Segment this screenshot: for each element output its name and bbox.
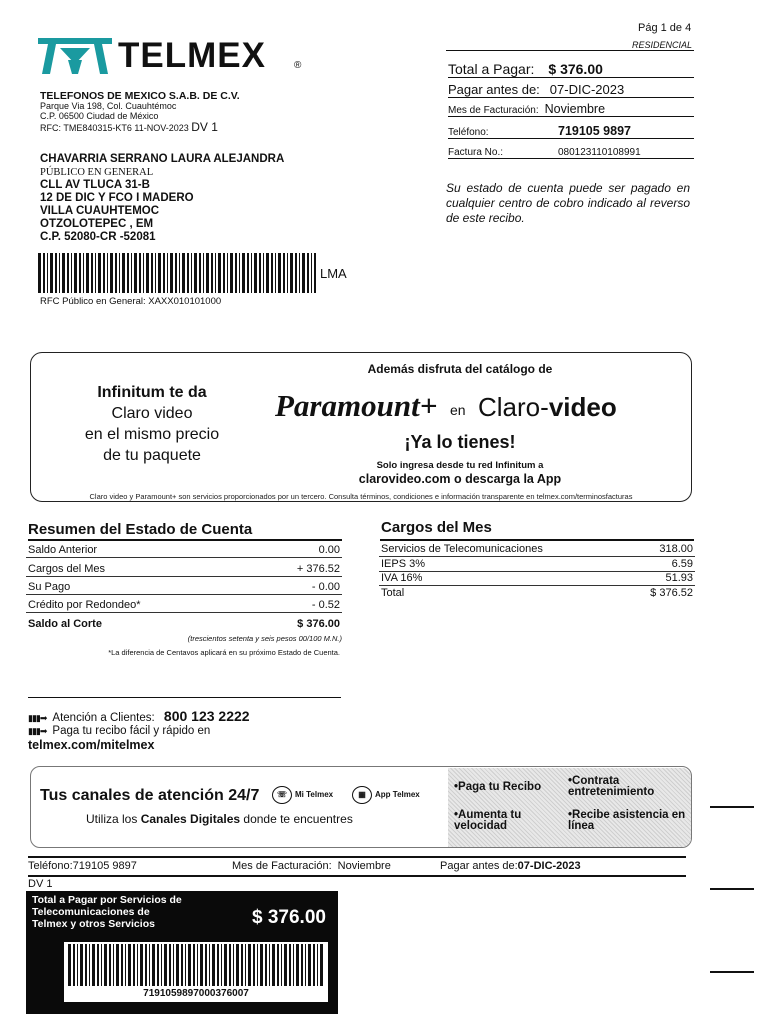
promo-catalog-text: Además disfruta del catálogo de xyxy=(367,362,553,376)
footer-month: Mes de Facturación: Noviembre xyxy=(232,860,391,872)
barcode-bar xyxy=(152,944,155,986)
rfc-publico: RFC Público en General: XAXX010101000 xyxy=(40,296,222,307)
barcode-bar xyxy=(260,944,263,986)
barcode-bar xyxy=(299,253,300,293)
promo-left-text: Infinitum te da Claro video en el mismo precio de tu paquete xyxy=(84,384,220,464)
barcode-bar xyxy=(293,944,294,986)
barcode-bar xyxy=(281,944,282,986)
barcode-bar xyxy=(301,944,303,986)
channels-subtitle: Utiliza los Canales Digitales donde te encuentres xyxy=(86,812,353,826)
barcode-bar xyxy=(158,253,161,293)
barcode-bar xyxy=(206,253,209,293)
barcode-bar xyxy=(265,944,267,986)
payment-note: Su estado de cuenta puede ser pagado en cualquier centro de cobro indicado al reverso de este recibo. xyxy=(446,181,690,225)
barcode-bar xyxy=(218,253,221,293)
barcode-bar xyxy=(194,253,197,293)
telmex-logo-icon xyxy=(38,38,112,74)
barcode-bar xyxy=(155,253,156,293)
barcode-bar xyxy=(125,944,126,986)
fold-mark xyxy=(710,888,754,890)
barcode-bar xyxy=(140,944,143,986)
barcode-bar xyxy=(199,253,201,293)
brand-name: TELMEX xyxy=(118,36,266,75)
barcode-bar xyxy=(296,944,299,986)
barcode-bar xyxy=(55,253,57,293)
barcode-bar xyxy=(131,253,132,293)
month-row: Mes de Facturación: Noviembre xyxy=(448,99,694,117)
barcode-bar xyxy=(127,253,129,293)
barcode-bar xyxy=(163,253,165,293)
barcode-bar xyxy=(212,944,215,986)
barcode-bar xyxy=(245,944,246,986)
barcode-bar xyxy=(313,944,315,986)
table-row: Cargos del Mes + 376.52 xyxy=(26,559,342,577)
barcode-bar xyxy=(119,253,120,293)
barcode-bar xyxy=(139,253,141,293)
invoice-row: Factura No.: 080123110108991 xyxy=(448,142,694,159)
barcode-bar xyxy=(314,253,316,293)
customer-type: PÚBLICO EN GENERAL xyxy=(40,167,154,178)
barcode-bar xyxy=(230,253,233,293)
divider xyxy=(28,875,686,877)
barcode-bar xyxy=(95,253,96,293)
barcode-bar xyxy=(143,253,144,293)
barcode-bar xyxy=(248,944,251,986)
barcode-bar xyxy=(289,944,291,986)
customer-address-line: 12 DE DIC Y FCO I MADERO xyxy=(40,192,194,204)
barcode-bar xyxy=(59,253,60,293)
company-rfc: RFC: TME840315-KT6 11-NOV-2023 xyxy=(40,123,189,133)
payment-box-label: Total a Pagar por Servicios de Telecomunicaciones de Telmex y otros Servicios xyxy=(32,894,182,930)
barcode-bar xyxy=(227,253,228,293)
barcode-bar xyxy=(167,253,168,293)
arrow-icon: ▮▮▮➡ xyxy=(28,726,47,736)
barcode-bar xyxy=(305,944,306,986)
footer-phone: Teléfono:719105 9897 xyxy=(28,860,137,872)
page-indicator: Pág 1 de 4 xyxy=(638,22,692,34)
fold-mark xyxy=(710,806,754,808)
company-dv: DV 1 xyxy=(191,120,218,134)
barcode-bar xyxy=(287,253,288,293)
barcode-bar xyxy=(145,944,147,986)
barcode-bar xyxy=(73,944,75,986)
barcode-bar xyxy=(247,253,249,293)
app-telmex-icon: ▦ xyxy=(352,786,372,804)
barcode-bar xyxy=(217,944,219,986)
company-address2: C.P. 06500 Ciudad de México xyxy=(40,111,159,121)
customer-address-line: C.P. 52080-CR -52081 xyxy=(40,231,156,243)
barcode-bar xyxy=(191,253,192,293)
barcode-bar xyxy=(193,944,195,986)
barcode-bar xyxy=(272,944,275,986)
barcode-bar xyxy=(164,944,167,986)
barcode-bar xyxy=(224,944,227,986)
total-value: $ 376.00 xyxy=(548,61,603,77)
fold-mark xyxy=(710,971,754,973)
promo-disclaimer: Claro video y Paramount+ son servicios proporcionados por un tercero. Consulta términos, condiciones e información transparente en telmex.com/terminosfacturas xyxy=(89,492,633,501)
barcode-bar xyxy=(283,253,285,293)
payment-barcode xyxy=(64,942,328,988)
barcode-bar xyxy=(151,253,153,293)
barcode-bar xyxy=(47,253,48,293)
paramount-logo: Paramount+ xyxy=(275,388,438,423)
barcode-bar xyxy=(103,253,105,293)
barcode-bar xyxy=(211,253,213,293)
lma-code: LMA xyxy=(320,266,347,281)
benefit-speed: •Aumenta tu velocidad xyxy=(454,809,522,832)
service-type: RESIDENCIAL xyxy=(632,40,693,50)
barcode-bar xyxy=(83,253,84,293)
barcode-bar xyxy=(109,944,111,986)
barcode-bar xyxy=(50,253,53,293)
barcode-bar xyxy=(173,944,174,986)
benefit-pay: •Paga tu Recibo xyxy=(454,781,542,793)
arrow-icon: ▮▮▮➡ xyxy=(28,713,47,723)
barcode-bar xyxy=(86,253,89,293)
barcode-bar xyxy=(137,944,138,986)
promo-en: en xyxy=(450,402,466,418)
barcode-bar xyxy=(181,944,183,986)
attention-phone[interactable]: 800 123 2222 xyxy=(163,708,250,724)
mi-telmex-icon: ☏ xyxy=(272,786,292,804)
app-telmex-badge[interactable]: ▦ App Telmex xyxy=(352,786,420,804)
customer-block xyxy=(40,153,284,244)
customer-address-line: CLL AV TLUCA 31-B xyxy=(40,179,150,191)
barcode-bar xyxy=(275,253,276,293)
barcode-bar xyxy=(80,944,83,986)
table-row-total: Saldo al Corte $ 376.00 xyxy=(28,618,340,630)
benefit-support: •Recibe asistencia en línea xyxy=(568,809,686,832)
barcode-bar xyxy=(77,944,78,986)
pay-url-link[interactable]: telmex.com/mitelmex xyxy=(28,738,155,752)
barcode-bar xyxy=(259,253,261,293)
table-row: Su Pago - 0.00 xyxy=(26,577,342,595)
claro-video-logo: Claro-video xyxy=(478,392,617,422)
barcode-bar xyxy=(269,944,270,986)
barcode-bar xyxy=(223,253,225,293)
table-row-total: Total $ 376.52 xyxy=(381,587,693,599)
barcode-bar xyxy=(38,253,41,293)
barcode-bar xyxy=(266,253,269,293)
benefit-entertainment: •Contrata entretenimiento xyxy=(568,775,655,798)
barcode-bar xyxy=(278,253,281,293)
barcode-bar xyxy=(116,944,119,986)
barcode-bar xyxy=(263,253,264,293)
phone-row: Teléfono: 719105 9897 xyxy=(448,120,694,139)
table-row: Servicios de Telecomunicaciones 318.00 xyxy=(381,543,693,555)
barcode-bar xyxy=(235,253,237,293)
barcode-bar xyxy=(92,944,95,986)
barcode-bar xyxy=(89,944,90,986)
barcode-bar xyxy=(284,944,287,986)
barcode-bar xyxy=(122,253,125,293)
table-row: IEPS 3% 6.59 xyxy=(381,558,693,570)
barcode-bar xyxy=(161,944,162,986)
barcode-bar xyxy=(85,944,87,986)
barcode-bar xyxy=(62,253,65,293)
barcode-bar xyxy=(290,253,293,293)
barcode-bar xyxy=(170,253,173,293)
barcode-bar xyxy=(233,944,234,986)
barcode-bar xyxy=(175,253,177,293)
barcode-bar xyxy=(221,944,222,986)
barcode-bar xyxy=(187,253,189,293)
barcode-bar xyxy=(311,253,312,293)
barcode-bar xyxy=(257,944,258,986)
barcode-bar xyxy=(203,253,204,293)
barcode-bar xyxy=(200,944,203,986)
barcode-bar xyxy=(251,253,252,293)
barcode-bar xyxy=(101,944,102,986)
barcode-bar xyxy=(236,944,239,986)
barcode-bar xyxy=(146,253,149,293)
barcode-bar xyxy=(185,944,186,986)
barcode-bar xyxy=(176,944,179,986)
barcode-bar xyxy=(104,944,107,986)
barcode-bar xyxy=(113,944,114,986)
barcode-bar xyxy=(115,253,117,293)
customer-address-line: VILLA CUAUHTEMOC xyxy=(40,205,160,217)
barcode-bar xyxy=(91,253,93,293)
divider xyxy=(28,856,686,858)
barcode-bar xyxy=(205,944,207,986)
barcode-bar xyxy=(110,253,113,293)
table-row: Saldo Anterior 0.00 xyxy=(26,541,342,558)
mi-telmex-badge[interactable]: ☏ Mi Telmex xyxy=(272,786,333,804)
payment-barcode-number: 7191059897000376007 xyxy=(64,988,328,1002)
barcode-bar xyxy=(107,253,108,293)
cargos-title: Cargos del Mes xyxy=(381,519,492,536)
barcode-bar xyxy=(271,253,273,293)
promo-url: clarovideo.com o descarga la App xyxy=(358,472,562,486)
phone-value: 719105 9897 xyxy=(558,124,631,138)
due-row: Pagar antes de: 07-DIC-2023 xyxy=(448,79,694,98)
barcode-bar xyxy=(149,944,150,986)
promo-instruction: Solo ingresa desde tu red Infinitum a xyxy=(376,460,544,471)
resumen-title: Resumen del Estado de Cuenta xyxy=(28,521,253,538)
payment-box-amount: $ 376.00 xyxy=(252,907,326,928)
barcode-bar xyxy=(197,944,198,986)
barcode-bar xyxy=(79,253,81,293)
barcode-bar xyxy=(209,944,210,986)
registered-mark: ® xyxy=(294,60,302,71)
barcode-bar xyxy=(215,253,216,293)
company-address1: Parque Via 198, Col. Cuauhtémoc xyxy=(40,101,177,111)
barcode-bar xyxy=(97,944,99,986)
barcode-bar xyxy=(277,944,279,986)
barcode-bar xyxy=(134,253,137,293)
month-value: Noviembre xyxy=(544,102,606,116)
attention-line: ▮▮▮➡ Atención a Clientes: 800 123 2222 xyxy=(28,708,250,724)
barcode-bar xyxy=(308,944,311,986)
address-barcode xyxy=(38,253,316,293)
company-info xyxy=(40,91,240,133)
barcode-bar xyxy=(128,944,131,986)
rounding-note: *La diferencia de Centavos aplicará en su próximo Estado de Cuenta. xyxy=(108,648,340,657)
barcode-bar xyxy=(229,944,231,986)
channels-title: Tus canales de atención 24/7 xyxy=(40,787,260,804)
due-value: 07-DIC-2023 xyxy=(549,82,625,97)
barcode-bar xyxy=(241,944,243,986)
company-name: TELEFONOS DE MEXICO S.A.B. DE C.V. xyxy=(40,90,240,102)
barcode-bar xyxy=(169,944,171,986)
barcode-bar xyxy=(302,253,305,293)
amount-in-words: (trescientos setenta y seis pesos 00/100 M.N.) xyxy=(187,634,342,643)
barcode-bar xyxy=(320,944,323,986)
customer-address-line: OTZOLOTEPEC , EM xyxy=(40,218,154,230)
barcode-bar xyxy=(188,944,191,986)
barcode-bar xyxy=(98,253,101,293)
divider xyxy=(446,50,694,51)
barcode-bar xyxy=(254,253,257,293)
invoice-value: 080123110108991 xyxy=(558,147,641,158)
barcode-bar xyxy=(67,253,69,293)
barcode-bar xyxy=(71,253,72,293)
pay-line: ▮▮▮➡ Paga tu recibo fácil y rápido en xyxy=(28,725,211,737)
total-row: Total a Pagar: $ 376.00 xyxy=(448,56,694,78)
barcode-bar xyxy=(179,253,180,293)
barcode-bar xyxy=(121,944,123,986)
barcode-bar xyxy=(43,253,45,293)
barcode-bar xyxy=(182,253,185,293)
barcode-bar xyxy=(242,253,245,293)
promo-headline: ¡Ya lo tienes! xyxy=(404,432,516,452)
customer-name: CHAVARRIA SERRANO LAURA ALEJANDRA xyxy=(40,153,285,165)
barcode-bar xyxy=(157,944,159,986)
divider xyxy=(28,697,341,698)
barcode-bar xyxy=(239,253,240,293)
barcode-bar xyxy=(253,944,255,986)
barcode-bar xyxy=(133,944,135,986)
barcode-bar xyxy=(68,944,71,986)
barcode-bar xyxy=(307,253,309,293)
footer-dv: DV 1 xyxy=(28,878,53,890)
footer-due: Pagar antes de:07-DIC-2023 xyxy=(440,860,581,872)
barcode-bar xyxy=(74,253,77,293)
table-row: IVA 16% 51.93 xyxy=(381,572,693,584)
table-row: Crédito por Redondeo* - 0.52 xyxy=(26,595,342,613)
barcode-bar xyxy=(317,944,318,986)
barcode-bar xyxy=(295,253,297,293)
